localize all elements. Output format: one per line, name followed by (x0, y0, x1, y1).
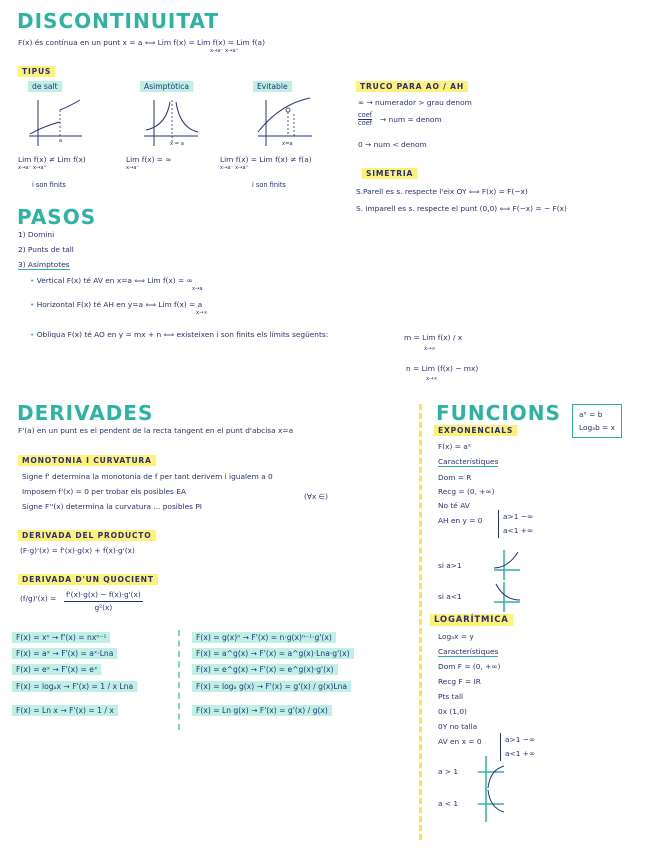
deriv-left-text-1: F(x) = xⁿ → f'(x) = nxⁿ⁻¹ (12, 632, 110, 643)
asimptota-vertical (30, 276, 193, 285)
deriv-right-text-3: F(x) = e^g(x) → F'(x) = e^g(x)·g'(x) (192, 664, 338, 675)
deriv-left-row-5 (12, 706, 118, 715)
pasos-step-1: 1) Domini (18, 230, 55, 239)
deriv-right-text-5: F(x) = Ln g(x) → F'(x) = g'(x) / g(x) (192, 705, 332, 716)
section-divider (419, 404, 422, 840)
truco-coef-num: coef (358, 111, 373, 119)
deriv-right-text-4: F(x) = logₐ g(x) → F'(x) = g'(x) / g(x)Lna (192, 681, 351, 692)
tipus-evitable-name: Evitable (253, 81, 292, 92)
evitable-note: i son finits (252, 181, 286, 189)
log-item-6: AV en x = 0 (438, 737, 482, 746)
pasos-title: PASOS (17, 205, 97, 229)
exp-item-4: AH en y = 0 (438, 516, 483, 525)
derivades-title: DERIVADES (17, 401, 154, 425)
obliqua-n-sub: x→∞ (426, 376, 438, 382)
asimptotica-graph-label: x = a (170, 141, 184, 147)
quocient-fraction (64, 589, 143, 614)
monotonia-line-3: Signe F''(x) determina la curvatura ... posibles PI (22, 502, 202, 511)
table-divider (178, 630, 180, 730)
log-graph-label-1: a > 1 (438, 767, 459, 776)
exponencial-caract: Característiques (438, 457, 499, 466)
asimptota-obliqua-text: Obliqua F(x) té AO en y = mx + n ⟺ existeixen i son finits els límits següents: (36, 330, 329, 339)
simetria-line-1: S.Parell es s. respecte l'eix OY ⟺ F(x) = F(−x) (356, 187, 528, 196)
deriv-right-text-1: F(x) = g(x)ⁿ → F'(x) = n·g(x)ⁿ⁻¹·g'(x) (192, 632, 336, 643)
exp-item-2: Recg = (0, +∞) (438, 487, 495, 496)
tipus-label: TIPUS (18, 66, 55, 77)
obliqua-m-formula: m = Lim f(x) / x (404, 333, 463, 342)
deriv-left-row-4 (12, 682, 137, 691)
evitable-formula: Lim f(x) = Lim f(x) ≠ f(a) (220, 155, 312, 164)
truco-line-3: 0 → num < denom (358, 140, 427, 149)
deriv-left-text-2: F(x) = aˣ → F'(x) = aˣ·Lna (12, 648, 117, 659)
exp-ah-cases (498, 510, 533, 538)
asimptota-horizontal-text: Horizontal F(x) té AH en y=a ⟺ Lim f(x) = a (36, 300, 203, 309)
log-item-3: Pts tall (438, 692, 464, 701)
exp-graph-label-2: si a<1 (438, 592, 462, 601)
salt-note: i son finits (32, 181, 66, 189)
log-av-case-1: a>1 −∞ (505, 735, 536, 744)
asimptota-obliqua (30, 330, 328, 339)
quocient-denominator: g²(x) (94, 603, 113, 612)
log-item-5: 0Y no talla (438, 722, 478, 731)
monotonia-line-2: Imposem f'(x) = 0 per trobar els posibles EA (22, 487, 186, 496)
asimptota-horizontal-sub: x→∞ (196, 310, 208, 316)
exponencials-label: EXPONENCIALS (434, 425, 517, 436)
deriv-right-row-3 (192, 665, 338, 674)
bullet-icon: • (30, 300, 35, 309)
deriv-left-row-3 (12, 665, 101, 674)
continuity-definition-sub: x→a⁻ x→a⁺ (210, 48, 239, 54)
salt-formula-sub: x→a⁻ x→a⁺ (18, 165, 47, 171)
evitable-graph-label: x=a (282, 141, 293, 147)
monotonia-label: MONOTONIA I CURVATURA (18, 455, 156, 466)
quocient-lhs: (f/g)'(x) = (20, 594, 57, 603)
exp-graph-label-1: si a>1 (438, 561, 462, 570)
log-graph-a-gt-1 (478, 756, 504, 790)
exp-item-3: No té AV (438, 501, 470, 510)
box-line-2: Logₐb = x (579, 423, 616, 432)
asimptotica-formula-sub: x→a⁻ (126, 165, 140, 171)
truco-label: TRUCO PARA AO / AH (356, 81, 468, 92)
quocient-label: DERIVADA D'UN QUOCIENT (18, 574, 158, 585)
derivada-definition: F'(a) en un punt es el pendent de la recta tangent en el punt d'abcisa x=a (18, 426, 294, 435)
asimptotica-formula: Lim f(x) = ∞ (126, 155, 172, 164)
pasos-step-2: 2) Punts de tall (18, 245, 74, 254)
truco-line-2: → num = denom (380, 115, 442, 124)
asimptota-horizontal (30, 300, 202, 309)
log-item-4: 0x (1,0) (438, 707, 467, 716)
tipus-salt-name: de salt (28, 81, 62, 92)
truco-line-1: ∞ → numerador > grau denom (358, 98, 472, 107)
asimptota-vertical-text: Vertical F(x) té AV en x=a ⟺ Lim f(x) = ∞ (36, 276, 193, 285)
monotonia-line-1: Signe f' determina la monotonia de f per tant derivem i igualem a 0 (22, 472, 273, 481)
salt-graph (24, 96, 84, 148)
deriv-left-text-3: F(x) = eˣ → F'(x) = eˣ (12, 664, 101, 675)
simetria-line-2: S. imparell es s. respecte el punt (0,0) ⟺ F(−x) = − F(x) (356, 204, 567, 213)
salt-formula: Lim f(x) ≠ Lim f(x) (18, 155, 86, 164)
monotonia-note: (∀x ∈) (304, 492, 328, 501)
deriv-right-text-2: F(x) = a^g(x) → F'(x) = a^g(x)·Lna·g'(x) (192, 648, 354, 659)
deriv-left-row-1 (12, 633, 110, 642)
log-item-1: Dom F = (0, +∞) (438, 662, 501, 671)
exp-ah-case-1: a>1 −∞ (503, 512, 534, 521)
continuity-definition: F(x) és contínua en un punt x = a ⟺ Lim f(x) = Lim f(x) = Lim f(a) (18, 38, 265, 47)
exp-graph-a-gt-1 (494, 550, 520, 580)
truco-coef-den: coef (358, 119, 373, 127)
exp-graph-a-lt-1 (494, 582, 520, 612)
deriv-left-row-2 (12, 649, 117, 658)
deriv-left-text-4: F(x) = logₐx → F'(x) = 1 / x Lna (12, 681, 137, 692)
exponencial-formula: F(x) = aˣ (438, 442, 472, 451)
deriv-right-row-5 (192, 706, 332, 715)
log-caract: Característiques (438, 647, 499, 656)
deriv-left-text-5: F(x) = Ln x → F'(x) = 1 / x (12, 705, 118, 716)
log-av-case-2: a<1 +∞ (505, 749, 536, 758)
quocient-numerator: f'(x)·g(x) − f(x)·g'(x) (64, 589, 143, 602)
log-item-2: Recg F = IR (438, 677, 481, 686)
salt-graph-label: a (59, 138, 63, 144)
deriv-right-row-1 (192, 633, 336, 642)
pasos-step-3: 3) Asímptotes (18, 260, 70, 269)
log-graph-a-lt-1 (478, 788, 504, 822)
box-line-1: aˣ = b (579, 410, 603, 419)
deriv-right-row-4 (192, 682, 351, 691)
funcions-title: FUNCIONS (436, 401, 561, 425)
truco-coef (358, 112, 372, 127)
log-av-cases (500, 733, 535, 761)
log-graph-label-2: a < 1 (438, 799, 459, 808)
obliqua-m-sub: x→∞ (424, 346, 436, 352)
simetria-label: SIMETRIA (362, 168, 417, 179)
discontinuitat-title: DISCONTINUITAT (17, 9, 220, 33)
bullet-icon: • (30, 330, 35, 339)
exp-item-1: Dom = R (438, 473, 472, 482)
tipus-asimptotica-name: Asimptòtica (140, 81, 193, 92)
log-definition-box (572, 404, 622, 438)
producto-label: DERIVADA DEL PRODUCTO (18, 530, 156, 541)
asimptota-vertical-sub: x→a (192, 286, 203, 292)
evitable-formula-sub: x→a⁻ x→a⁺ (220, 165, 249, 171)
logaritmica-label: LOGARÍTMICA (430, 614, 513, 626)
bullet-icon: • (30, 276, 35, 285)
producto-formula: (F·g)'(x) = f'(x)·g(x) + f(x)·g'(x) (20, 546, 135, 555)
obliqua-n-formula: n = Lim (f(x) − mx) (406, 364, 479, 373)
exp-ah-case-2: a<1 +∞ (503, 526, 534, 535)
deriv-right-row-2 (192, 649, 354, 658)
log-formula: Logₐx = y (438, 632, 474, 641)
